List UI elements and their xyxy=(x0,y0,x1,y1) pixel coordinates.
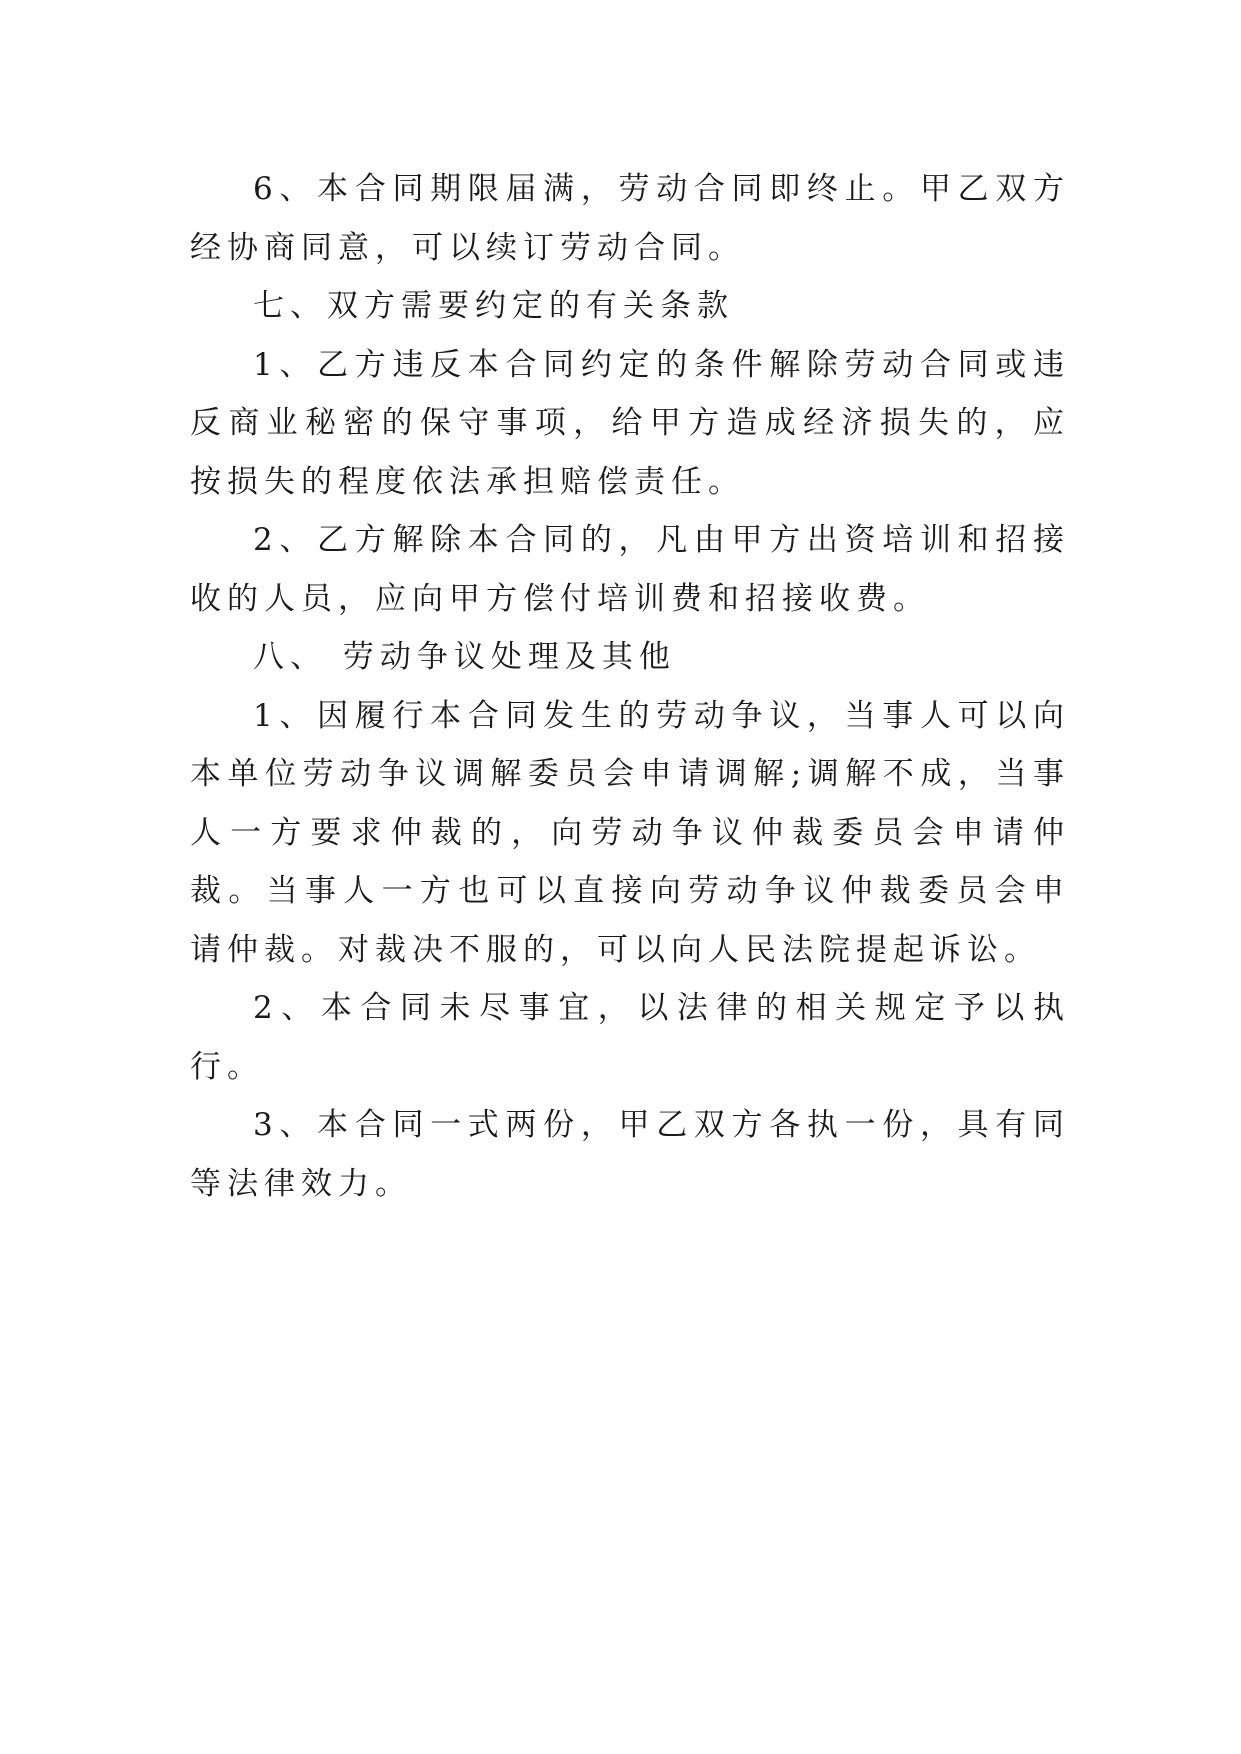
section-heading-7: 七、双方需要约定的有关条款 xyxy=(253,288,734,324)
document-body xyxy=(190,160,1070,1213)
paragraph-clause-8-3: 3、本合同一式两份，甲乙双方各执一份，具有同等法律效力。 xyxy=(190,1107,1070,1202)
paragraph-clause-8-1: 1、因履行本合同发生的劳动争议，当事人可以向本单位劳动争议调解委员会申请调解;调解不成，当事人一方要求仲裁的，向劳动争议仲裁委员会申请仲裁。当事人一方也可以直接向劳动争议仲裁委员会申请仲裁。对裁决不服的，可以向人民法院提起诉讼。 xyxy=(190,697,1070,968)
paragraph-clause-6-term-expiry: 6、本合同期限届满，劳动合同即终止。甲乙双方经协商同意，可以续订劳动合同。 xyxy=(190,171,1070,266)
paragraph-clause-7-1: 1、乙方违反本合同约定的条件解除劳动合同或违反商业秘密的保守事项，给甲方造成经济损失的，应按损失的程度依法承担赔偿责任。 xyxy=(190,346,1070,500)
section-heading-8: 八、 劳动争议处理及其他 xyxy=(253,639,676,675)
paragraph-clause-7-2: 2、乙方解除本合同的，凡由甲方出资培训和招接收的人员，应向甲方偿付培训费和招接收费。 xyxy=(190,522,1070,617)
paragraph-clause-8-2: 2、本合同未尽事宜，以法律的相关规定予以执行。 xyxy=(190,990,1070,1085)
